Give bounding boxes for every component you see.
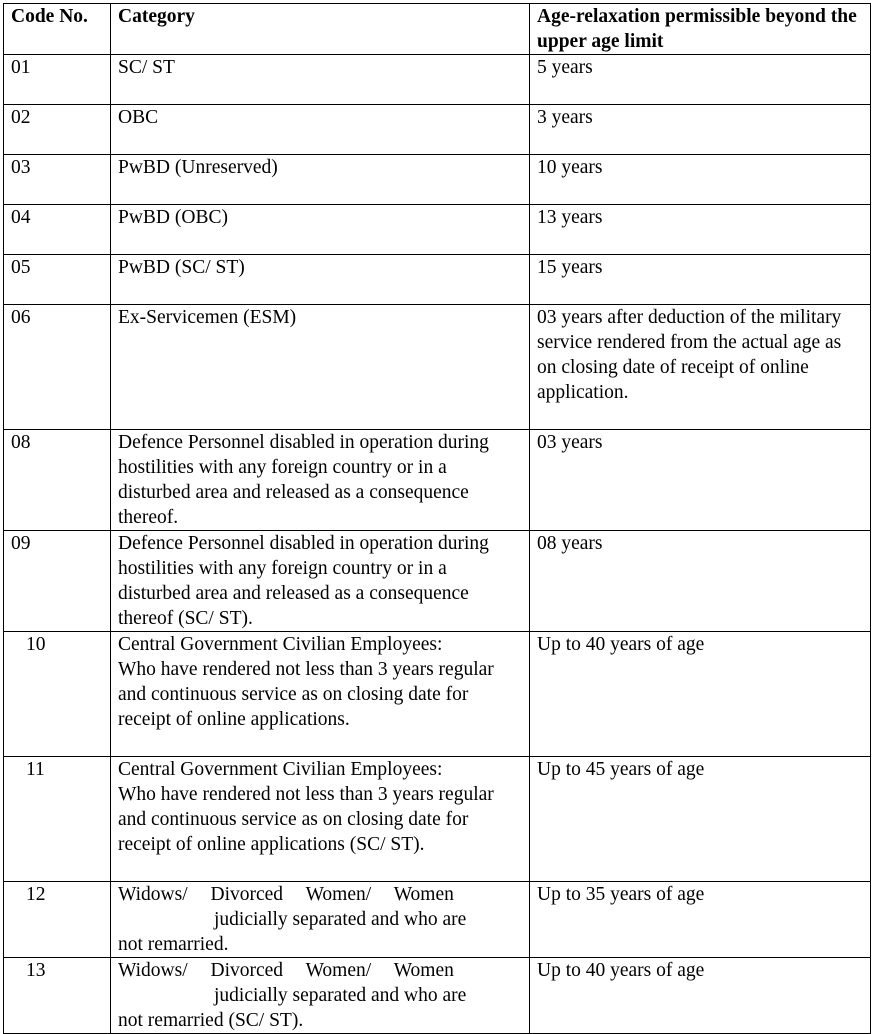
category-cell — [111, 757, 530, 882]
table-row — [4, 205, 871, 255]
table-row — [4, 255, 871, 305]
code-cell: 10 — [4, 632, 111, 757]
category-text — [118, 958, 522, 1033]
category-cell — [111, 958, 530, 1034]
category-text: Who have rendered not less than 3 years regular and continuous service as on closing date for receipt of online applications. — [118, 659, 494, 730]
category-cell: Defence Personnel disabled in operation during hostilities with any foreign country or in a disturbed area and released as a consequence thereof. — [111, 430, 530, 531]
table-row — [4, 632, 871, 757]
age-relaxation-table — [3, 3, 871, 1034]
category-cell: PwBD (OBC) — [111, 205, 530, 255]
category-text: Who have rendered not less than 3 years regular and continuous service as on closing date for receipt of online applications (SC/ ST). — [118, 784, 494, 855]
code-cell: 13 — [4, 958, 111, 1034]
code-cell: 02 — [4, 105, 111, 155]
category-line-3: not remarried. — [118, 934, 229, 955]
category-cell: Ex-Servicemen (ESM) — [111, 305, 530, 430]
code-cell: 05 — [4, 255, 111, 305]
code-cell: 04 — [4, 205, 111, 255]
header-category: Category — [111, 4, 530, 55]
category-cell: SC/ ST — [111, 55, 530, 105]
category-text — [118, 882, 522, 957]
header-code: Code No. — [4, 4, 111, 55]
code-cell: 08 — [4, 430, 111, 531]
code-cell: 06 — [4, 305, 111, 430]
table-row — [4, 757, 871, 882]
relaxation-cell: 03 years — [530, 430, 871, 531]
category-line-3: not remarried (SC/ ST). — [118, 1010, 304, 1031]
code-cell: 03 — [4, 155, 111, 205]
table-row — [4, 305, 871, 430]
relaxation-cell: Up to 40 years of age — [530, 958, 871, 1034]
relaxation-cell: 5 years — [530, 55, 871, 105]
category-cell: Defence Personnel disabled in operation during hostilities with any foreign country or in a disturbed area and released as a consequence thereof (SC/ ST). — [111, 531, 530, 632]
code-cell: 01 — [4, 55, 111, 105]
table-row — [4, 155, 871, 205]
header-relaxation: Age-relaxation permissible beyond the upper age limit — [530, 4, 871, 55]
relaxation-cell: Up to 40 years of age — [530, 632, 871, 757]
category-title: Central Government Civilian Employees: — [118, 759, 443, 780]
category-line-2: judicially separated and who are — [214, 985, 467, 1006]
category-line-1: Widows/ Divorced Women/ Women — [118, 884, 454, 905]
relaxation-cell: 10 years — [530, 155, 871, 205]
table-row — [4, 55, 871, 105]
table-row — [4, 531, 871, 632]
relaxation-cell: Up to 45 years of age — [530, 757, 871, 882]
table-row — [4, 105, 871, 155]
category-title: Central Government Civilian Employees: — [118, 634, 443, 655]
relaxation-cell: 3 years — [530, 105, 871, 155]
relaxation-cell: 13 years — [530, 205, 871, 255]
code-cell: 09 — [4, 531, 111, 632]
relaxation-cell: Up to 35 years of age — [530, 882, 871, 958]
code-cell: 11 — [4, 757, 111, 882]
category-line-1: Widows/ Divorced Women/ Women — [118, 960, 454, 981]
category-cell: PwBD (Unreserved) — [111, 155, 530, 205]
category-cell: OBC — [111, 105, 530, 155]
category-line-2: judicially separated and who are — [214, 909, 467, 930]
relaxation-cell: 08 years — [530, 531, 871, 632]
relaxation-cell: 03 years after deduction of the military service rendered from the actual age as on closing date of receipt of online application. — [530, 305, 871, 430]
relaxation-cell: 15 years — [530, 255, 871, 305]
category-cell: PwBD (SC/ ST) — [111, 255, 530, 305]
table-header-row — [4, 4, 871, 55]
table-row — [4, 430, 871, 531]
table-row — [4, 882, 871, 958]
category-cell — [111, 882, 530, 958]
table-row — [4, 958, 871, 1034]
code-cell: 12 — [4, 882, 111, 958]
category-cell — [111, 632, 530, 757]
